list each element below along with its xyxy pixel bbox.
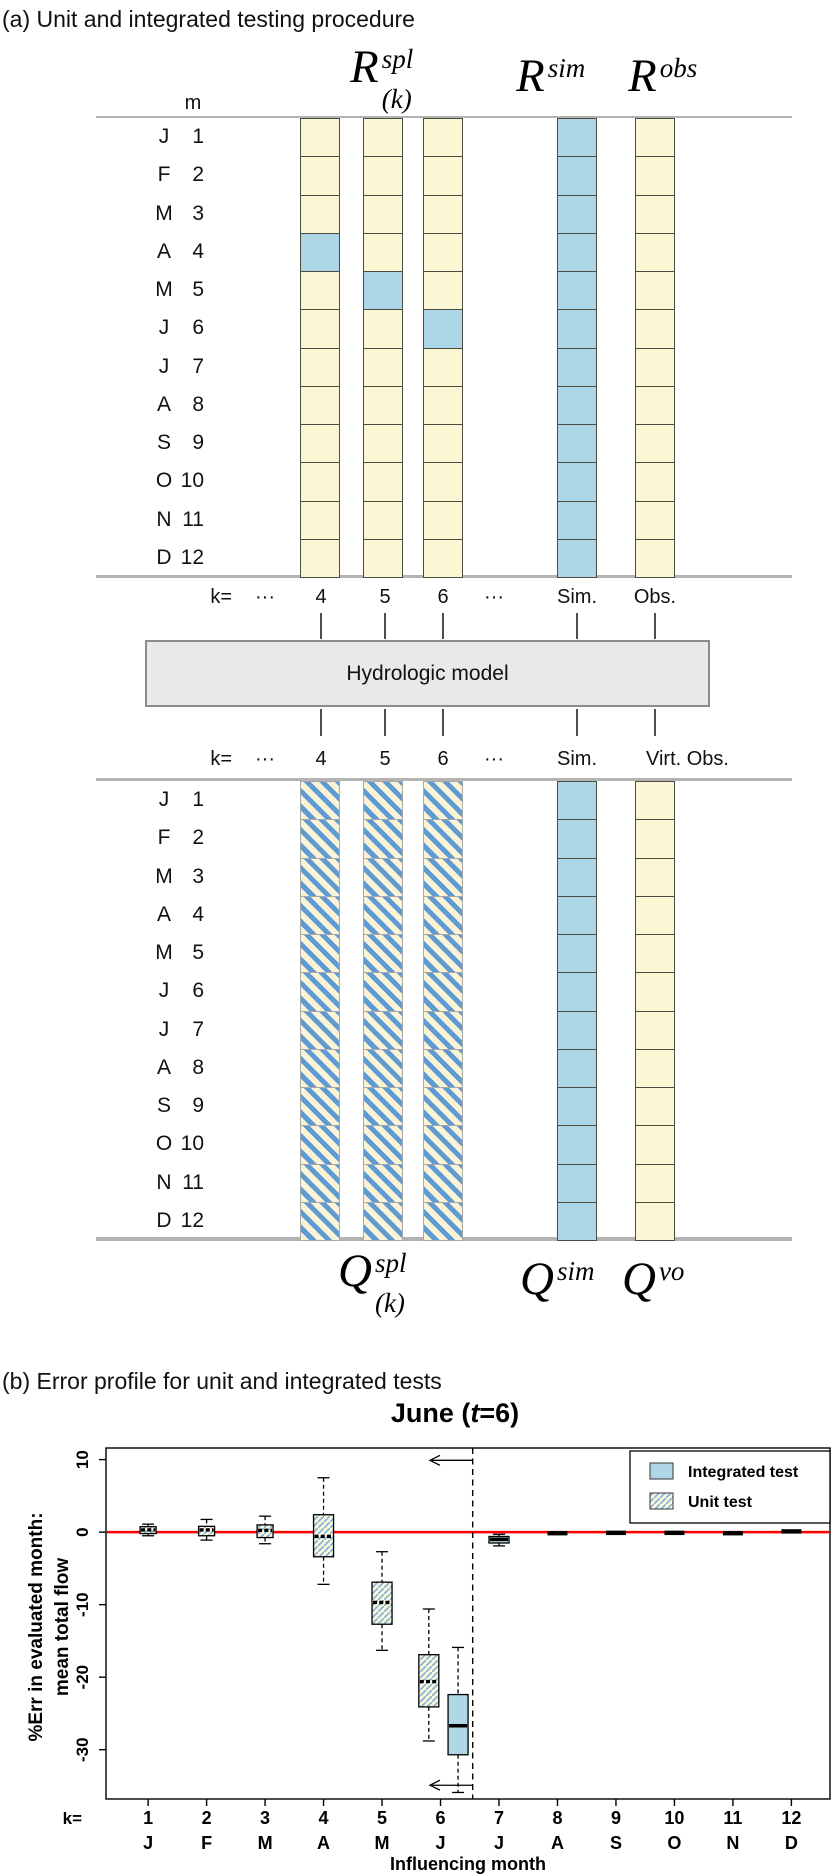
grid2-cell-k4-row10 [300, 1125, 340, 1164]
connector-line [654, 709, 656, 736]
grid2-cell-k5-row11 [363, 1164, 403, 1203]
grid2-cell-k6-row7 [423, 1011, 463, 1050]
grid2-cell-k5-row7 [363, 1011, 403, 1050]
grid1-cell-k6-row9 [423, 424, 463, 463]
month-number-grid1: 10 [180, 469, 204, 493]
svg-text:6: 6 [435, 1808, 446, 1828]
sim-label: Sim. [557, 586, 597, 608]
legend-swatch-integrated [650, 1463, 673, 1479]
grid1-cell-k6-row5 [423, 271, 463, 310]
grid1-cell-k6-row4 [423, 233, 463, 272]
svg-text:%Err in evaluated month:: %Err in evaluated month: [26, 1512, 47, 1742]
ellipsis: ··· [484, 586, 504, 608]
svg-text:3: 3 [260, 1808, 271, 1828]
k-equals-label: k= [210, 586, 232, 608]
month-number-grid2: 12 [180, 1208, 204, 1232]
x-axis [63, 1799, 802, 1874]
grid1-cell-k5-row2 [363, 156, 403, 195]
grid1-cell-k5-row3 [363, 195, 403, 234]
ellipsis: ··· [255, 748, 275, 770]
grid2-cell-k4-row3 [300, 858, 340, 897]
grid2-cell-vo-row11 [635, 1164, 675, 1203]
footer-q-vo: Q vo [622, 1253, 685, 1305]
ellipsis: ··· [255, 586, 275, 608]
grid2-cell-sim-row10 [557, 1125, 597, 1164]
month-number-grid2: 2 [192, 826, 204, 850]
grid1-cell-obs-row10 [635, 462, 675, 501]
grid1-cell-sim-row7 [557, 348, 597, 387]
grid1-cell-obs-row8 [635, 386, 675, 425]
grid2-cell-k5-row12 [363, 1202, 403, 1241]
chart-title: June (t=6) [390, 1398, 520, 1428]
grid1-cell-sim-row12 [557, 539, 597, 578]
left-arrow [430, 1780, 473, 1790]
month-letter-grid1: J [158, 125, 170, 148]
grid2-cell-sim-row9 [557, 1087, 597, 1126]
grid1-cell-k4-row9 [300, 424, 340, 463]
grid2-cell-vo-row2 [635, 819, 675, 858]
month-letter-grid1: F [157, 163, 171, 187]
grid1-cell-obs-row12 [635, 539, 675, 578]
month-number-grid2: 10 [180, 1132, 204, 1156]
grid2-cell-vo-row6 [635, 972, 675, 1011]
svg-text:1: 1 [143, 1808, 154, 1828]
grid1-cell-obs-row3 [635, 195, 675, 234]
grid2-cell-k4-row1 [300, 781, 340, 820]
k-equals-label: k= [210, 748, 232, 770]
grid1-cell-k4-row8 [300, 386, 340, 425]
svg-text:12: 12 [781, 1808, 802, 1828]
legend-swatch-unit [650, 1493, 673, 1509]
k5-label: 5 [379, 586, 391, 608]
month-letter-grid2: A [156, 1055, 171, 1079]
grid1-cell-k5-row10 [363, 462, 403, 501]
grid1-cell-k4-row12 [300, 539, 340, 578]
grid1-cell-k5-row11 [363, 501, 403, 540]
grid1-cell-k6-row1 [423, 118, 463, 157]
grid2-cell-sim-row4 [557, 896, 597, 935]
grid1-cell-k5-row4 [363, 233, 403, 272]
grid1-cell-obs-row4 [635, 233, 675, 272]
boxplot-k5 [372, 1552, 392, 1651]
grid1-cell-obs-row1 [635, 118, 675, 157]
month-number-grid2: 1 [192, 788, 204, 811]
error-profile-chart [0, 1390, 837, 1876]
svg-text:J: J [143, 1833, 154, 1853]
k4-label: 4 [315, 748, 327, 770]
grid2-cell-vo-row8 [635, 1049, 675, 1088]
footer-q-spl: Q spl (k) [338, 1245, 407, 1318]
month-number-grid1: 9 [192, 431, 204, 454]
boxplot-k11 [723, 1531, 743, 1535]
virt-obs-label: Virt. Obs. [646, 748, 729, 770]
svg-text:Influencing month: Influencing month [390, 1854, 546, 1874]
boxplot-k3 [257, 1516, 273, 1544]
connector-line [576, 613, 578, 639]
svg-text:10: 10 [73, 1450, 92, 1470]
grid2-cell-vo-row7 [635, 1011, 675, 1050]
grid2-cell-vo-row1 [635, 781, 675, 820]
grid2-cell-k4-row4 [300, 896, 340, 935]
svg-text:-30: -30 [73, 1737, 92, 1762]
month-number-grid2: 9 [192, 1094, 204, 1117]
boxplot-k2 [199, 1519, 215, 1540]
grid1-cell-sim-row10 [557, 462, 597, 501]
grid1-cell-k5-row12 [363, 539, 403, 578]
grid2-cell-k5-row4 [363, 896, 403, 935]
header-r-obs: R obs [628, 50, 698, 102]
month-letter-grid2: F [157, 826, 171, 850]
month-number-grid1: 5 [192, 278, 204, 301]
month-number-grid1: 2 [192, 163, 204, 187]
grid2-cell-k6-row9 [423, 1087, 463, 1126]
grid2-cell-k4-row12 [300, 1202, 340, 1241]
boxplot-k12 [781, 1529, 801, 1533]
grid2-cell-vo-row10 [635, 1125, 675, 1164]
month-number-grid2: 3 [192, 864, 204, 888]
ellipsis: ··· [484, 748, 504, 770]
grid1-cell-sim-row8 [557, 386, 597, 425]
grid1-cell-k5-row5 [363, 271, 403, 310]
grid1-cell-sim-row11 [557, 501, 597, 540]
header-r-sim: R sim [516, 50, 586, 102]
svg-text:J: J [493, 1833, 505, 1853]
month-letter-grid2: O [155, 1132, 173, 1156]
grid2-cell-k5-row6 [363, 972, 403, 1011]
svg-text:-10: -10 [73, 1592, 92, 1617]
svg-text:F: F [201, 1833, 213, 1853]
legend [630, 1451, 830, 1523]
month-number-grid1: 3 [192, 201, 204, 225]
month-number-grid1: 4 [192, 239, 204, 263]
grid1-cell-obs-row11 [635, 501, 675, 540]
left-arrow [430, 1455, 473, 1465]
svg-text:Integrated test: Integrated test [688, 1464, 799, 1481]
month-letter-grid2: M [155, 941, 173, 964]
k6-label: 6 [437, 748, 449, 770]
connector-line [384, 709, 386, 736]
grid2-cell-k4-row6 [300, 972, 340, 1011]
month-letter-grid2: J [158, 788, 170, 811]
grid2-cell-sim-row11 [557, 1164, 597, 1203]
grid1-cell-sim-row2 [557, 156, 597, 195]
svg-text:2: 2 [201, 1808, 212, 1828]
svg-text:D: D [784, 1833, 798, 1853]
month-letter-grid2: M [155, 864, 173, 888]
grid2-cell-k5-row5 [363, 934, 403, 973]
grid1-cell-obs-row2 [635, 156, 675, 195]
obs-label: Obs. [633, 586, 677, 608]
svg-text:k=: k= [62, 1809, 82, 1828]
grid2-cell-vo-row9 [635, 1087, 675, 1126]
grid1-cell-obs-row7 [635, 348, 675, 387]
month-number-grid2: 11 [182, 1170, 204, 1194]
grid1-cell-sim-row4 [557, 233, 597, 272]
panel-a-title: (a) Unit and integrated testing procedure [2, 6, 415, 32]
r-sub: (k) [381, 84, 412, 114]
connector-line [576, 709, 578, 736]
month-letter-grid2: A [156, 902, 171, 926]
footer-q-sim: Q sim [520, 1253, 595, 1305]
grid1-cell-k6-row10 [423, 462, 463, 501]
month-number-grid1: 12 [180, 545, 204, 569]
header-r-spl [350, 41, 414, 114]
grid2-cell-k4-row11 [300, 1164, 340, 1203]
grid2-cell-k6-row12 [423, 1202, 463, 1241]
month-letter-grid2: N [156, 1170, 172, 1194]
grid1-cell-sim-row6 [557, 309, 597, 348]
grid2-cell-k6-row2 [423, 819, 463, 858]
boxplot-k1 [140, 1524, 156, 1536]
month-letter-grid1: M [155, 201, 173, 225]
grid1-cell-k4-row6 [300, 309, 340, 348]
connector-line [320, 709, 322, 736]
grid2-cell-sim-row7 [557, 1011, 597, 1050]
svg-text:O: O [667, 1833, 682, 1853]
grid1-cell-k5-row9 [363, 424, 403, 463]
grid2-cell-k6-row5 [423, 934, 463, 973]
grid1-cell-k5-row8 [363, 386, 403, 425]
grid2-cell-k4-row5 [300, 934, 340, 973]
grid2-cell-k5-row2 [363, 819, 403, 858]
connector-line [320, 613, 322, 639]
month-letter-grid2: J [158, 979, 170, 1003]
grid1-cell-k5-row7 [363, 348, 403, 387]
svg-text:A: A [550, 1833, 564, 1853]
svg-text:N: N [726, 1833, 740, 1853]
grid1-cell-k6-row7 [423, 348, 463, 387]
svg-text:7: 7 [493, 1808, 505, 1828]
month-letter-grid1: M [155, 278, 173, 301]
legend-box [630, 1451, 830, 1523]
month-number-grid2: 6 [192, 979, 204, 1003]
y-axis [26, 1450, 106, 1762]
sim-label: Sim. [557, 748, 597, 770]
grid2-cell-sim-row3 [557, 858, 597, 897]
month-number-grid2: 4 [192, 902, 204, 926]
hydrologic-model-box: Hydrologic model [145, 640, 710, 707]
m-column-label: m [184, 92, 202, 114]
connector-line [654, 613, 656, 639]
grid2-cell-k5-row1 [363, 781, 403, 820]
grid1-cell-k4-row11 [300, 501, 340, 540]
grid1-cell-k5-row1 [363, 118, 403, 157]
grid2-cell-sim-row1 [557, 781, 597, 820]
svg-text:9: 9 [610, 1808, 621, 1828]
svg-text:10: 10 [664, 1808, 685, 1828]
svg-text:A: A [317, 1833, 331, 1853]
svg-text:4: 4 [318, 1808, 329, 1828]
grid1-cell-sim-row9 [557, 424, 597, 463]
month-letter-grid1: J [158, 354, 170, 378]
grid1-cell-k6-row12 [423, 539, 463, 578]
month-letter-grid1: J [158, 316, 170, 340]
svg-text:M: M [374, 1833, 390, 1853]
k5-label: 5 [379, 748, 391, 770]
svg-text:5: 5 [377, 1808, 388, 1828]
grid1-cell-obs-row9 [635, 424, 675, 463]
month-number-grid1: 6 [192, 316, 204, 340]
k4-label: 4 [315, 586, 327, 608]
month-letter-grid1: S [156, 431, 171, 454]
svg-text:0: 0 [73, 1527, 92, 1537]
grid2-cell-sim-row2 [557, 819, 597, 858]
grid2-cell-vo-row3 [635, 858, 675, 897]
grid2-cell-sim-row6 [557, 972, 597, 1011]
grid1-cell-k4-row1 [300, 118, 340, 157]
grid1-cell-sim-row5 [557, 271, 597, 310]
month-letter-grid1: D [156, 545, 172, 569]
svg-text:M: M [257, 1833, 273, 1853]
svg-text:mean total flow: mean total flow [52, 1557, 73, 1697]
svg-text:S: S [609, 1833, 622, 1853]
grid2-cell-k6-row10 [423, 1125, 463, 1164]
svg-text:-20: -20 [73, 1664, 92, 1690]
boxplot-k4 [314, 1478, 334, 1585]
grid1-cell-k6-row6 [423, 309, 463, 348]
grid2-cell-k4-row9 [300, 1087, 340, 1126]
grid2-cell-sim-row5 [557, 934, 597, 973]
month-letter-grid1: N [156, 507, 172, 531]
grid1-cell-sim-row1 [557, 118, 597, 157]
grid1-cell-k4-row4 [300, 233, 340, 272]
grid1-cell-k4-row5 [300, 271, 340, 310]
month-number-grid1: 7 [192, 354, 204, 378]
grid2-cell-sim-row8 [557, 1049, 597, 1088]
month-number-grid1: 11 [182, 507, 204, 531]
grid1-cell-k6-row2 [423, 156, 463, 195]
svg-text:11: 11 [723, 1808, 743, 1828]
grid1-cell-sim-row3 [557, 195, 597, 234]
month-number-grid2: 5 [192, 941, 204, 964]
boxplot-k5.8 [419, 1609, 439, 1741]
grid2-cell-k4-row2 [300, 819, 340, 858]
grid2-cell-k6-row6 [423, 972, 463, 1011]
r-base: R [350, 41, 379, 93]
k6-label: 6 [437, 586, 449, 608]
grid1-cell-k4-row7 [300, 348, 340, 387]
grid2-cell-k5-row8 [363, 1049, 403, 1088]
grid2-cell-k4-row8 [300, 1049, 340, 1088]
grid1-cell-k6-row8 [423, 386, 463, 425]
month-number-grid2: 8 [192, 1055, 204, 1079]
month-letter-grid2: D [156, 1208, 172, 1232]
month-letter-grid1: A [156, 392, 171, 416]
connector-line [442, 613, 444, 639]
grid2-cell-vo-row12 [635, 1202, 675, 1241]
boxplot-k8 [547, 1531, 567, 1535]
svg-text:J: J [435, 1833, 446, 1853]
month-number-grid1: 1 [192, 125, 204, 148]
month-letter-grid2: S [156, 1094, 171, 1117]
month-letter-grid1: A [156, 239, 171, 263]
month-letter-grid2: J [158, 1017, 170, 1041]
grid2-cell-k6-row3 [423, 858, 463, 897]
grid2-cell-k6-row11 [423, 1164, 463, 1203]
grid2-cell-k5-row9 [363, 1087, 403, 1126]
grid2-cell-k6-row4 [423, 896, 463, 935]
grid2-cell-k5-row3 [363, 858, 403, 897]
grid1-cell-obs-row5 [635, 271, 675, 310]
grid1-cell-k6-row3 [423, 195, 463, 234]
boxplot-k7 [489, 1534, 509, 1546]
grid2-cell-sim-row12 [557, 1202, 597, 1241]
grid2-cell-k4-row7 [300, 1011, 340, 1050]
grid1-cell-k4-row2 [300, 156, 340, 195]
grid2-cell-vo-row4 [635, 896, 675, 935]
boxplot-k10 [664, 1531, 684, 1535]
month-number-grid1: 8 [192, 392, 204, 416]
month-number-grid2: 7 [192, 1017, 204, 1041]
month-letter-grid1: O [155, 469, 173, 493]
grid1-cell-k4-row10 [300, 462, 340, 501]
grid2-cell-vo-row5 [635, 934, 675, 973]
boxplot-k9 [606, 1531, 626, 1535]
grid1-cell-k6-row11 [423, 501, 463, 540]
boxplot-k6.3 [448, 1647, 468, 1792]
panel-b-title: (b) Error profile for unit and integrated tests [2, 1368, 442, 1394]
grid1-cell-k4-row3 [300, 195, 340, 234]
svg-text:Unit test: Unit test [688, 1494, 752, 1511]
grid2-cell-k6-row8 [423, 1049, 463, 1088]
svg-text:8: 8 [552, 1808, 563, 1828]
grid2-cell-k5-row10 [363, 1125, 403, 1164]
grid1-cell-k5-row6 [363, 309, 403, 348]
connector-line [384, 613, 386, 639]
grid1-cell-obs-row6 [635, 309, 675, 348]
r-sup: spl [381, 44, 414, 74]
grid2-cell-k6-row1 [423, 781, 463, 820]
connector-line [442, 709, 444, 736]
